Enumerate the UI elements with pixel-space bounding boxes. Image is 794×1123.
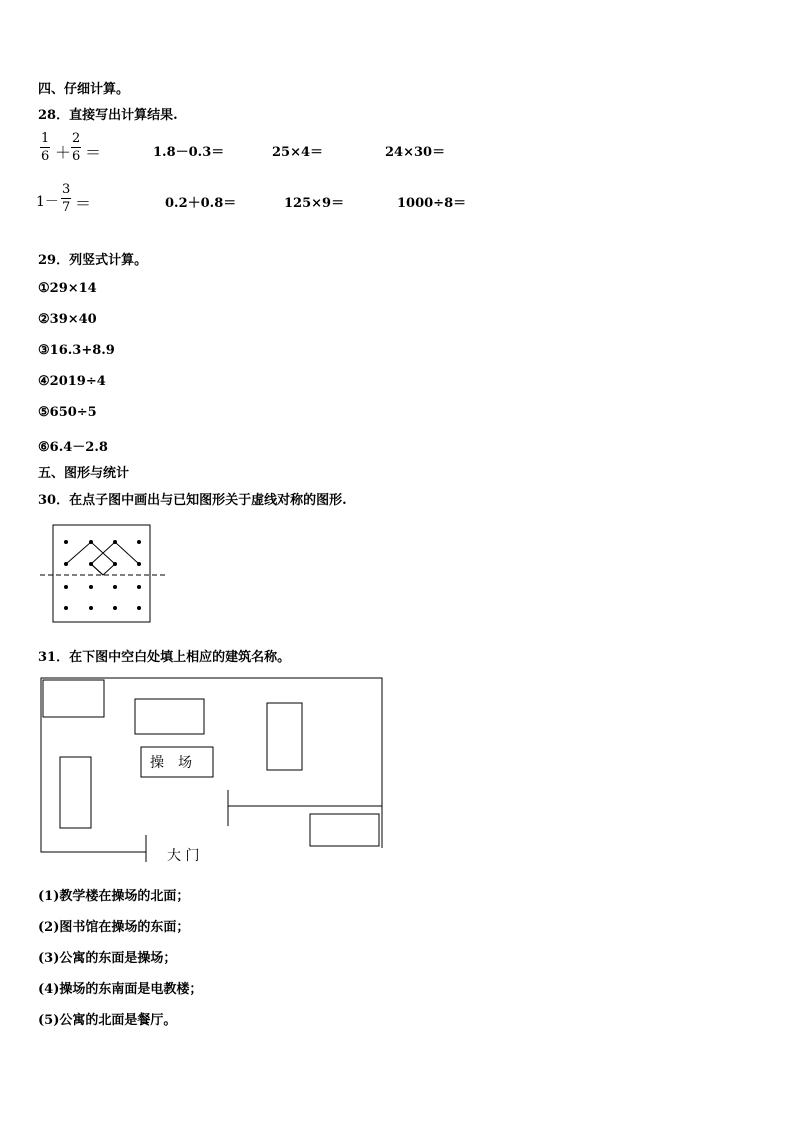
q31-clue: (5)公寓的北面是餐厅。 — [38, 1013, 177, 1028]
circled-number: ⑤ — [38, 405, 50, 420]
q31-title: 31．在下图中空白处填上相应的建筑名称。 — [38, 650, 291, 665]
equals-sign: ＝ — [85, 143, 102, 162]
denominator: 6 — [41, 149, 50, 164]
playground-label: 操 场 — [150, 755, 192, 771]
map-boundary — [41, 678, 382, 852]
building-box-west[interactable] — [60, 757, 91, 828]
equals-sign: ＝ — [75, 194, 92, 213]
building-box-north[interactable] — [135, 699, 204, 734]
denominator: 7 — [62, 200, 71, 215]
expression: 2019÷4 — [49, 374, 106, 389]
q29-title: 29．列竖式计算。 — [38, 253, 148, 268]
q28-item: 25×4＝ — [272, 145, 324, 160]
denominator: 6 — [72, 149, 81, 164]
building-box-east[interactable] — [267, 703, 302, 770]
q31-clue: (2)图书馆在操场的东面； — [38, 920, 190, 935]
gate-label: 大 门 — [167, 848, 200, 864]
building-box-southeast[interactable] — [310, 814, 379, 846]
circled-number: ④ — [38, 374, 50, 389]
q28-item: 125×9＝ — [284, 196, 345, 211]
section-5-title: 五、图形与统计 — [38, 466, 130, 481]
expression: 650÷5 — [49, 405, 97, 420]
q28-item: 0.2＋0.8＝ — [165, 196, 237, 211]
q28-title: 28．直接写出计算结果. — [38, 108, 178, 123]
expression: 39×40 — [49, 312, 97, 327]
numerator: 2 — [72, 131, 81, 146]
q31-clue: (4)操场的东南面是电教楼； — [38, 982, 203, 997]
numerator: 1 — [41, 131, 50, 146]
plus-sign: ＋ — [55, 143, 72, 162]
building-box-northwest[interactable] — [43, 680, 104, 717]
circled-number: ⑥ — [38, 440, 50, 455]
circled-number: ① — [38, 281, 50, 296]
q31-clue: (1)教学楼在操场的北面； — [38, 889, 190, 904]
expression: 6.4－2.8 — [49, 440, 108, 455]
one-minus: 1－ — [36, 194, 59, 210]
expression: 16.3+8.9 — [49, 343, 115, 358]
section-4-title: 四、仔细计算。 — [38, 82, 130, 97]
q30-title: 30．在点子图中画出与已知图形关于虚线对称的图形. — [38, 493, 347, 508]
q28-item: 1.8－0.3＝ — [153, 145, 225, 160]
circled-number: ② — [38, 312, 50, 327]
expression: 29×14 — [49, 281, 97, 296]
q28-item: 1000÷8＝ — [397, 196, 467, 211]
q31-clue: (3)公寓的东面是操场； — [38, 951, 177, 966]
circled-number: ③ — [38, 343, 50, 358]
q28-item: 24×30＝ — [385, 145, 446, 160]
numerator: 3 — [62, 182, 71, 197]
